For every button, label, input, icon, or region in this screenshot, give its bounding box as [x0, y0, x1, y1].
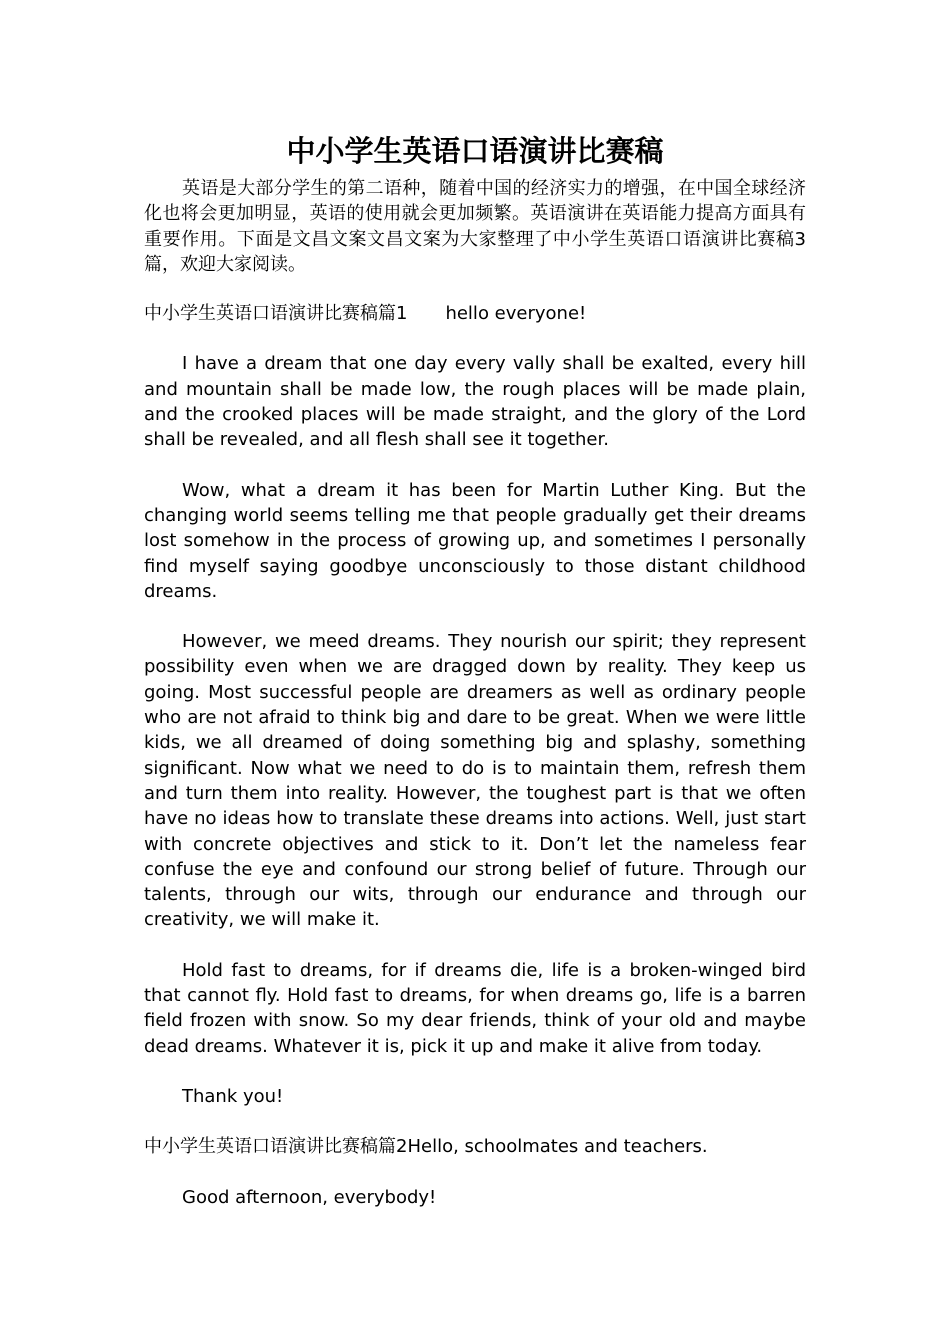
section-1-greeting: hello everyone! — [445, 303, 587, 325]
section-2-paragraph: Good afternoon, everybody! — [182, 1186, 437, 1208]
section-2-heading — [144, 1134, 806, 1159]
section-1-title: 中小学生英语口语演讲比赛稿篇1 — [144, 303, 408, 325]
section-2-title: 中小学生英语口语演讲比赛稿篇2 — [144, 1136, 408, 1158]
intro-paragraph: 英语是大部分学生的第二语种，随着中国的经济实力的增强，在中国全球经济化也将会更加明显，英语的使用就会更加频繁。英语演讲在英语能力提高方面具有重要作用。下面是文昌文案文昌文案为大家整理了中小学生英语口语演讲比赛稿3篇，欢迎大家阅读。 — [144, 178, 806, 275]
section-1-closing: Thank you! — [182, 1085, 284, 1107]
section-2-greeting: Hello, schoolmates and teachers. — [407, 1136, 708, 1158]
section-1-paragraph: Wow, what a dream it has been for Martin Luther King. But the changing world seems telling me that people gradually get their dreams lost somehow in the process of growing up, and sometimes I personally find myself saying goodbye unconsciously to those distant childhood dreams. — [144, 479, 806, 602]
section-1-paragraph: I have a dream that one day every vally shall be exalted, every hill and mountain shall be made low, the rough places will be made plain, and the crooked places will be made straight, and the glory of the Lord shall be revealed, and all flesh shall see it together. — [144, 353, 806, 451]
document-title: 中小学生英语口语演讲比赛稿 — [286, 134, 664, 168]
document-body — [144, 130, 806, 1210]
section-1-heading — [144, 301, 806, 326]
section-1-paragraph: However, we meed dreams. They nourish our spirit; they represent possibility even when we are dragged down by reality. They keep us going. Most successful people are dreamers as well as ordinary people who are not afraid to think big and dare to be great. When we were little kids, we all dreamed of doing something big and splashy, something significant. Now what we need to do is to maintain them, refresh them and turn them into reality. However, the toughest part is that we often have no ideas how to translate these dreams into actions. Well, just start with concrete objectives and stick to it. Don’t let the nameless fear confuse the eye and confound our strong belief of future. Through our talents, through our wits, through our endurance and through our creativity, we will make it. — [144, 631, 806, 931]
section-1-paragraph: Hold fast to dreams, for if dreams die, life is a broken-winged bird that cannot fly. Hold fast to dreams, for when dreams go, life is a barren field frozen with snow. So my dear friends, think of your old and maybe dead dreams. Whatever it is, pick it up and make it alive from today. — [144, 959, 806, 1057]
